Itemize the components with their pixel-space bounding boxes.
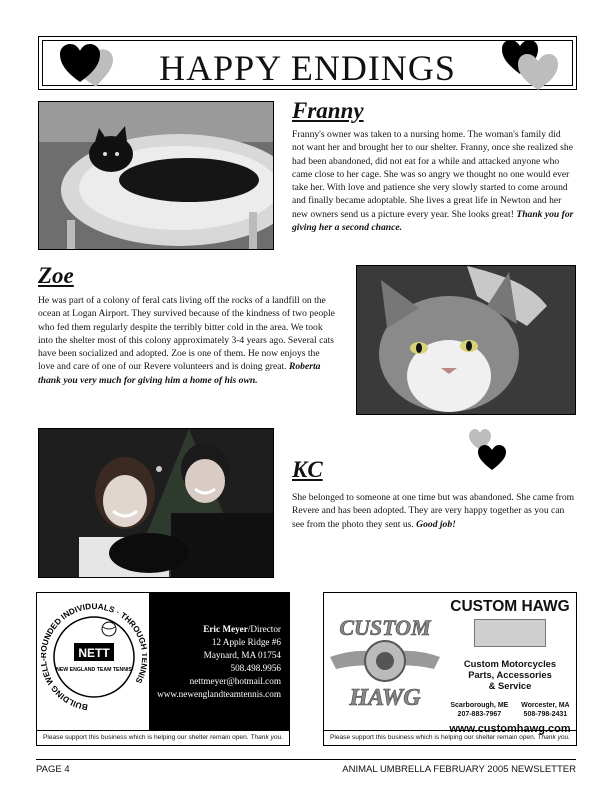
kc-story [292, 491, 575, 531]
hawg-logo-bottom: HAWG [349, 685, 421, 711]
nett-contact-name: Eric Meyer [203, 624, 248, 634]
hawg-ad-note [324, 730, 576, 745]
nett-address2: Maynard, MA 01754 [203, 650, 281, 660]
nett-logo-org: NEW ENGLAND TEAM TENNIS [56, 667, 132, 673]
franny-photo [38, 101, 274, 250]
footer-publication: ANIMAL UMBRELLA FEBRUARY 2005 NEWSLETTER [342, 764, 576, 775]
zoe-name: Zoe [38, 263, 74, 288]
kc-name: KC [292, 457, 323, 482]
hawg-loc2-phone: 508-798-2431 [523, 711, 568, 718]
nett-phone: 508.498.9956 [230, 663, 281, 673]
nett-contact [149, 623, 281, 636]
nett-logo-mark: NETT [78, 646, 110, 660]
hawg-website[interactable]: www.customhawg.com [449, 723, 571, 735]
franny-body: Franny's owner was taken to a nursing home. The woman's family did not want her and brought her to our shelter. Franny, once she realized she had been abandoned, did not eat for a while and attacked anyone who came close to her cage. She was so angry we thought no one would ever take her. With love and patience she very slowly started to come around and finally became adoptable. She lives a great life in Newton and her new owners send us a picture every year. She looks great! [292, 129, 573, 220]
nett-contact-panel [149, 593, 289, 730]
nett-logo [41, 601, 147, 726]
hearts-left-icon [58, 42, 122, 92]
hawg-loc1-phone: 207-883-7967 [457, 711, 502, 718]
hawg-note-text: Please support this business which is helping our shelter remain open. [329, 734, 536, 741]
hawg-loc1-city: Scarborough, ME [450, 702, 509, 709]
zoe-thanks: Roberta thank you very much for giving him a home of his own. [38, 361, 321, 386]
nett-note-text: Please support this business which is helping our shelter remain open. [42, 734, 249, 741]
zoe-body: He was part of a colony of feral cats living off the rocks of a landfill on the ocean at Logan Airport. They survived because of the kindness of two people who fed them regularly despite the terribly bitter cold in the area. We took into the shelter most of this colony approximately 3-4 years ago. Several cats have been socialized and adopted. Zoe is one of them. He now enjoys the love and care of one of our Revere volunteers and is doing great. [38, 295, 335, 373]
kc-thanks: Good job! [416, 518, 456, 530]
footer-page-number: PAGE 4 [36, 764, 70, 775]
hawg-info [444, 593, 576, 735]
hawg-tagline [444, 658, 576, 691]
nett-address1: 12 Apple Ridge #6 [211, 637, 281, 647]
hawg-logo-top: CUSTOM [339, 615, 431, 640]
hawg-note-thanks: Thank you. [537, 734, 571, 741]
nett-email[interactable]: nettmeyer@hotmail.com [189, 676, 281, 686]
hawg-location-1 [450, 701, 508, 719]
zoe-photo [356, 265, 576, 415]
nett-ad [36, 592, 290, 746]
kc-photo [38, 428, 274, 578]
hearts-right-icon [500, 38, 560, 92]
hawg-small-badge [474, 619, 546, 647]
hawg-loc2-city: Worcester, MA [521, 702, 570, 709]
zoe-story [38, 294, 338, 387]
hawg-tagline3: & Service [488, 680, 532, 691]
hawg-logo [328, 607, 442, 722]
kc-hearts-icon [468, 428, 508, 472]
hawg-locations [444, 701, 576, 719]
nett-website[interactable]: www.newenglandteamtennis.com [157, 689, 281, 699]
hawg-tagline2: Parts, Accessories [468, 669, 552, 680]
hawg-tagline1: Custom Motorcycles [463, 658, 557, 669]
nett-logo-ring-text: BUILDING WEL UNDED INDIVIDUALS · THROUG NIS [41, 601, 147, 712]
franny-name: Franny [292, 98, 364, 123]
footer-rule [36, 759, 576, 760]
nett-contact-role: /Director [247, 624, 281, 634]
franny-story [292, 128, 575, 234]
hawg-ad [323, 592, 577, 746]
kc-body: She belonged to someone at one time but was abandoned. She came from Revere and has been adopted. They are very happy together as you can see from the photo they sent us. [292, 492, 575, 530]
hawg-title: CUSTOM HAWG [450, 598, 570, 615]
page-title: HAPPY ENDINGS [159, 48, 456, 88]
franny-thanks: Thank you for giving her a second chance. [292, 208, 574, 234]
hawg-location-2 [521, 701, 570, 719]
nett-ad-note [37, 730, 289, 745]
nett-note-thanks: Thank you. [250, 734, 284, 741]
